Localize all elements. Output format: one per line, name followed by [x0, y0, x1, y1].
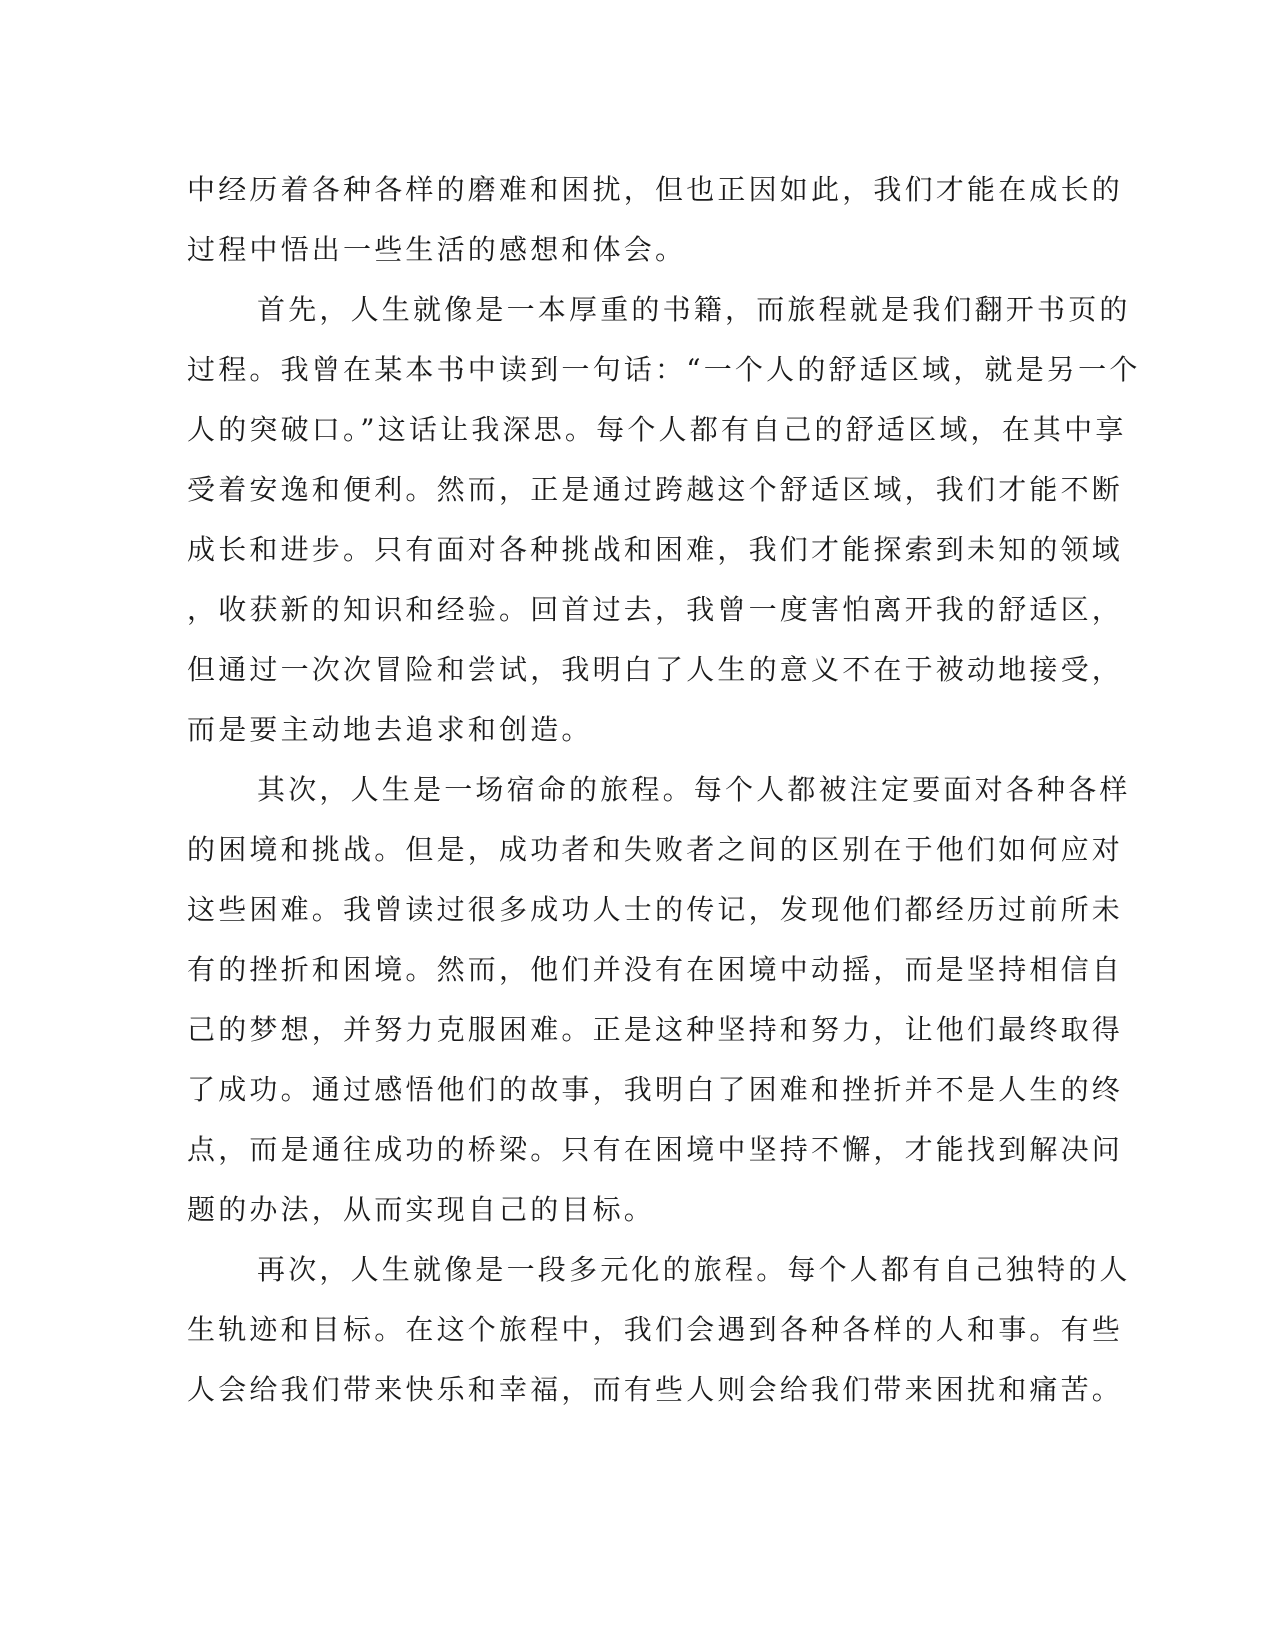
text-line: 过程。我曾在某本书中读到一句话：“一个人的舒适区域，就是另一个: [187, 353, 1141, 386]
text-line: 但通过一次次冒险和尝试，我明白了人生的意义不在于被动地接受，: [187, 653, 1124, 686]
text-line: 这些困难。我曾读过很多成功人士的传记，发现他们都经历过前所未: [187, 893, 1124, 926]
text-line: 受着安逸和便利。然而，正是通过跨越这个舒适区域，我们才能不断: [187, 473, 1124, 506]
body-text: [187, 160, 1141, 1420]
text-line: 生轨迹和目标。在这个旅程中，我们会遇到各种各样的人和事。有些: [187, 1313, 1124, 1346]
text-line: 人的突破口。”这话让我深思。每个人都有自己的舒适区域，在其中享: [187, 413, 1127, 446]
text-line: 中经历着各种各样的磨难和困扰，但也正因如此，我们才能在成长的: [187, 173, 1124, 206]
text-line: ，收获新的知识和经验。回首过去，我曾一度害怕离开我的舒适区，: [187, 593, 1124, 626]
text-line: 成长和进步。只有面对各种挑战和困难，我们才能探索到未知的领域: [187, 533, 1124, 566]
paragraph-start-line: 其次，人生是一场宿命的旅程。每个人都被注定要面对各种各样: [257, 773, 1131, 806]
text-line: 的困境和挑战。但是，成功者和失败者之间的区别在于他们如何应对: [187, 833, 1124, 866]
text-line: 过程中悟出一些生活的感想和体会。: [187, 233, 687, 266]
paragraph-start-line: 再次，人生就像是一段多元化的旅程。每个人都有自己独特的人: [257, 1253, 1131, 1286]
text-line: 题的办法，从而实现自己的目标。: [187, 1193, 656, 1226]
text-line: 点，而是通往成功的桥梁。只有在困境中坚持不懈，才能找到解决问: [187, 1133, 1124, 1166]
text-line: 而是要主动地去追求和创造。: [187, 713, 593, 746]
text-line: 有的挫折和困境。然而，他们并没有在困境中动摇，而是坚持相信自: [187, 953, 1124, 986]
paragraph-start-line: 首先，人生就像是一本厚重的书籍，而旅程就是我们翻开书页的: [257, 293, 1131, 326]
text-line: 己的梦想，并努力克服困难。正是这种坚持和努力，让他们最终取得: [187, 1013, 1124, 1046]
text-line: 人会给我们带来快乐和幸福，而有些人则会给我们带来困扰和痛苦。: [187, 1373, 1124, 1406]
text-line: 了成功。通过感悟他们的故事，我明白了困难和挫折并不是人生的终: [187, 1073, 1124, 1106]
